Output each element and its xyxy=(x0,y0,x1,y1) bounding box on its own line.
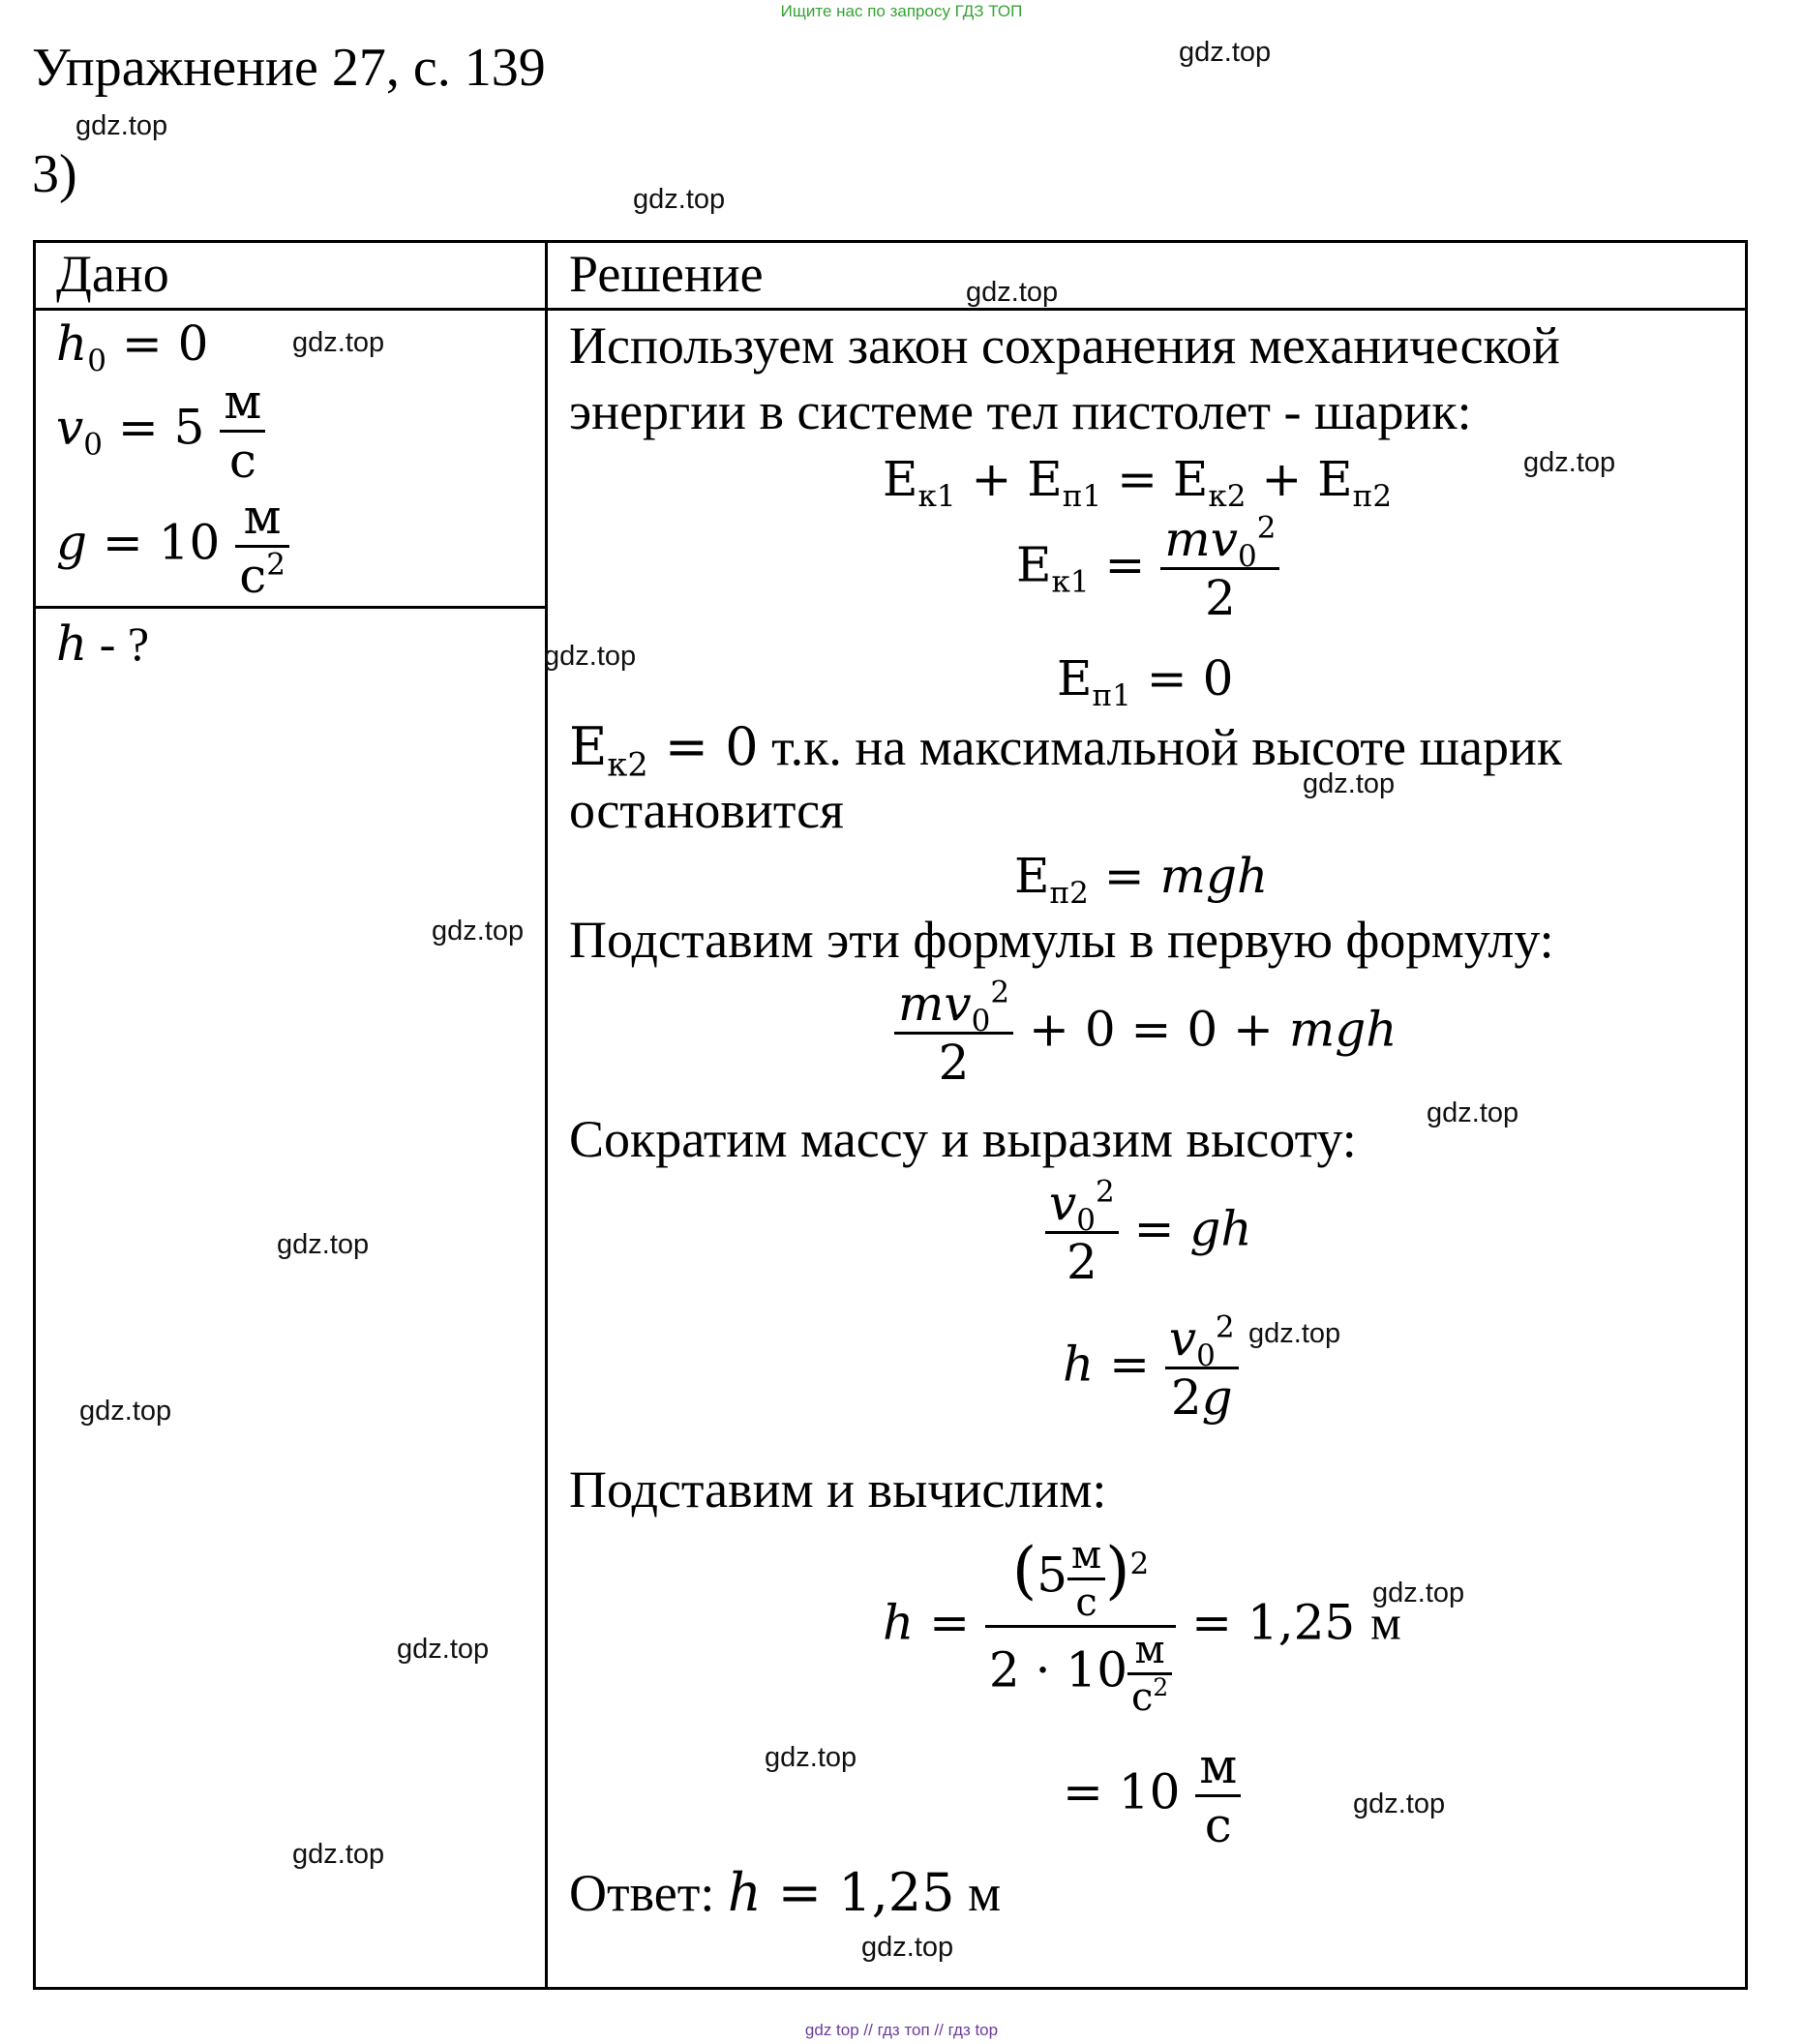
watermark: gdz.top xyxy=(1303,768,1396,799)
given-v0-unit: $\frac{м}{с}$ xyxy=(220,374,265,489)
given-g-unit: $\frac{м}{с^2}$ xyxy=(235,489,289,604)
solution-ek2-line: $E_{к2} = 0$ т.к. на максимальной высоте шарик xyxy=(569,716,1563,784)
answer-line: Ответ: h = 1,25 м xyxy=(569,1862,1002,1923)
given-h0: $h_0 = 0$ xyxy=(56,316,209,378)
watermark: gdz.top xyxy=(861,1932,954,1963)
given-header: Дано xyxy=(56,245,169,303)
solution-cancel-text: Сократим массу и выразим высоту: xyxy=(569,1110,1357,1168)
watermark: gdz.top xyxy=(544,641,637,672)
solution-header: Решение xyxy=(569,245,764,303)
equation-energy-conservation: $E_{к1} + E_{п1} = E_{к2} + E_{п2}$ xyxy=(883,451,1393,514)
watermark: gdz.top xyxy=(1353,1788,1446,1819)
equation-substituted: $\frac{mv_0^2}{2}$ + 0 = 0 + mgh xyxy=(894,976,1397,1091)
equation-h-formula: h = $\frac{v_0^2}{2g}$ xyxy=(1063,1310,1239,1426)
watermark: gdz.top xyxy=(79,1396,172,1427)
given-h0-value: 0 xyxy=(177,316,209,372)
watermark: gdz.top xyxy=(292,327,385,358)
equation-ep2: $E_{п2}$ = mgh xyxy=(1014,848,1269,911)
find-h: h - ? xyxy=(56,616,150,672)
equation-cancelled: $\frac{v_0^2}{2}$ = gh xyxy=(1045,1175,1252,1290)
watermark: gdz.top xyxy=(292,1839,385,1870)
solution-compute-text: Подставим и вычислим: xyxy=(569,1460,1107,1518)
bottom-banner: gdz top // гдз топ // гдз top xyxy=(804,2021,999,2039)
equation-h-computed: h = (5 $\frac{м}{с}$ )$^2$ 2 · 10 $\frac{м}{с^2}$ = 1,25 м xyxy=(883,1533,1401,1720)
result-value: 1,25 xyxy=(1247,1594,1356,1651)
given-divider xyxy=(33,606,547,609)
given-g: g = 10 $\frac{м}{с^2}$ xyxy=(56,489,289,604)
watermark: gdz.top xyxy=(1372,1578,1465,1608)
watermark: gdz.top xyxy=(1427,1097,1519,1128)
solution-line-1: Используем закон сохранения механической xyxy=(569,316,1560,375)
watermark: gdz.top xyxy=(1523,447,1616,478)
solution-ek2-line-2: остановится xyxy=(569,781,844,839)
header-divider xyxy=(33,308,1748,311)
column-divider xyxy=(545,240,548,1990)
answer-value: 1,25 xyxy=(838,1862,955,1923)
watermark: gdz.top xyxy=(1179,37,1272,68)
watermark: gdz.top xyxy=(277,1229,370,1260)
watermark: gdz.top xyxy=(1248,1318,1341,1349)
given-v0: $v_0 = 5$ $\frac{м}{с}$ xyxy=(56,374,265,489)
equation-v-value: = 10 $\frac{м}{с}$ xyxy=(1063,1738,1241,1853)
equation-ep1: $E_{п1} = 0$ xyxy=(1057,650,1234,713)
equation-ek1: $E_{к1}$ = $\frac{mv_0^2}{2}$ xyxy=(1016,511,1279,626)
watermark: gdz.top xyxy=(633,184,726,215)
watermark: gdz.top xyxy=(432,916,525,947)
watermark: gdz.top xyxy=(397,1634,490,1665)
top-banner: Ищите нас по запросу ГДЗ ТОП xyxy=(780,2,1023,20)
answer-unit: м xyxy=(967,1864,1002,1922)
solution-substitute-text: Подставим эти формулы в первую формулу: xyxy=(569,911,1554,969)
solution-line-2: энергии в системе тел пистолет - шарик: xyxy=(569,382,1472,440)
watermark: gdz.top xyxy=(966,277,1059,308)
watermark: gdz.top xyxy=(75,110,168,141)
answer-label: Ответ: xyxy=(569,1864,728,1922)
result-unit: м xyxy=(1370,1595,1401,1650)
watermark: gdz.top xyxy=(765,1742,857,1773)
part-number: 3) xyxy=(32,144,77,204)
given-g-value: 10 xyxy=(158,514,221,571)
given-v0-value: 5 xyxy=(173,399,205,456)
page-title: Упражнение 27, с. 139 xyxy=(32,38,546,98)
